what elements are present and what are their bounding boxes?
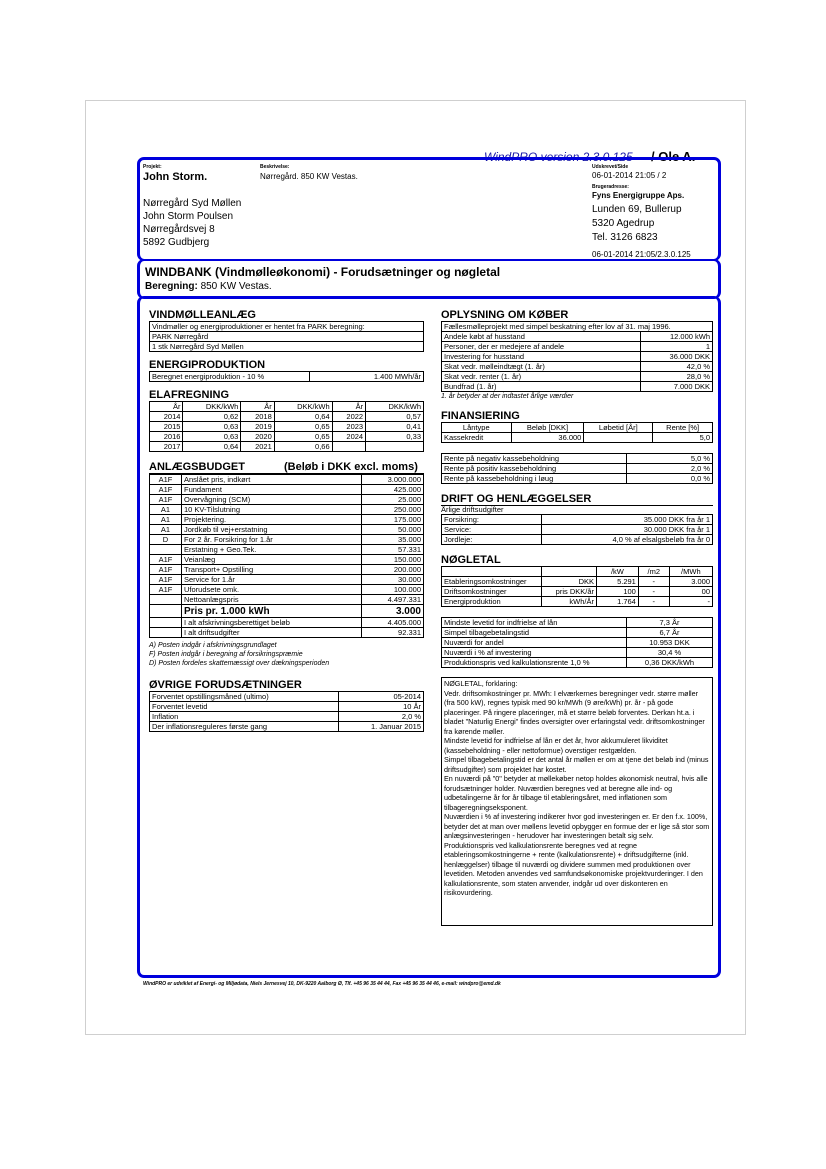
section-nogletal: NØGLETAL <box>441 554 713 567</box>
section-kober: OPLYSNING OM KØBER <box>441 309 713 322</box>
calc-stamp: 06-01-2014 21:05/2.3.0.125 <box>592 250 691 259</box>
table-row: Personer, der er medejere af andele 1 <box>442 342 713 352</box>
table-row: Jordleje: 4,0 % af elsalgsbeløb fra år 0 <box>442 535 713 545</box>
table-row: Bundfrad (1. år) 7.000 DKK <box>442 382 713 392</box>
table-row: Etableringsomkostninger DKK 5.291 - 3.000 <box>442 577 713 587</box>
section-ovrige: ØVRIGE FORUDSÆTNINGER <box>149 679 424 692</box>
nogletal-table: /kW /m2 /MWh Etableringsomkostninger DKK 5.291 - 3.000 Driftsomkostninger pris DKK/år 100 - 00 Energiproduktion kWh/År 1.764 - - <box>441 566 713 607</box>
table-row: Forsikring: 35.000 DKK fra år 1 <box>442 515 713 525</box>
table-row: Mindste levetid for indfrielse af lån 7,3 År <box>442 618 713 628</box>
table-row: Skat vedr. mølleindtægt (1. år) 42,0 % <box>442 362 713 372</box>
table-row: A1 10 KV-Tilslutning 250.000 <box>150 505 424 515</box>
licensed-name: Fyns Energigruppe Aps. <box>592 191 685 200</box>
table-row: Rente på positiv kassebeholdning 2,0 % <box>442 464 713 474</box>
table-row: Energiproduktion kWh/År 1.764 - - <box>442 597 713 607</box>
section-elafregning: ELAFREGNING <box>149 389 424 402</box>
description: Nørregård. 850 KW Vestas. <box>260 172 358 181</box>
table-row: Rente på negativ kassebeholdning 5,0 % <box>442 454 713 464</box>
table-row: Nuværdi i % af investering 30,4 % <box>442 648 713 658</box>
user-label: / Ole A. <box>651 149 696 164</box>
project-label: Projekt: <box>143 164 162 170</box>
table-row: A1 Jordkøb til vej+erstatning 50.000 <box>150 525 424 535</box>
table-row: Skat vedr. renter (1. år) 28,0 % <box>442 372 713 382</box>
table-row: 2014 0,62 2018 0,64 2022 0,57 <box>150 412 424 422</box>
table-row: D For 2 år. Forsikring for 1.år 35.000 <box>150 535 424 545</box>
table-row: Der inflationsreguleres første gang 1. Januar 2015 <box>150 722 424 732</box>
table-row: A1F Veianlæg 150.000 <box>150 555 424 565</box>
project-name: John Storm. <box>143 171 208 183</box>
section-energi: ENERGIPRODUKTION <box>149 359 424 372</box>
table-row: A1F Uforudsete omk. 100.000 <box>150 585 424 595</box>
table-row: Inflation 2,0 % <box>150 712 424 722</box>
energi-table: Beregnet energiproduktion - 10 % 1.400 MWh/år <box>149 371 424 382</box>
licensed-address: Lunden 69, Bullerup 5320 Agedrup Tel. 3126 6823 <box>592 204 682 243</box>
table-row: A1 Projektering. 175.000 <box>150 515 424 525</box>
section-finansiering: FINANSIERING <box>441 410 713 423</box>
table-row: 2016 0,63 2020 0,65 2024 0,33 <box>150 432 424 442</box>
drift-table <box>441 514 713 545</box>
table-row: Forventet levetid 10 År <box>150 702 424 712</box>
drift-sub: Årlige driftsudgifter <box>441 505 504 514</box>
table-row: Produktionspris ved kalkulationsrente 1,0 % 0,36 DKK/kWh <box>442 658 713 668</box>
licensed-label: Brugeradresse: <box>592 184 629 190</box>
nogletal-key-table <box>441 617 713 668</box>
table-row: Driftsomkostninger pris DKK/år 100 - 00 <box>442 587 713 597</box>
ovrige-table <box>149 691 424 732</box>
table-row: Kassekredit 36.000 5,0 <box>442 433 713 443</box>
table-row: Simpel tilbagebetalingstid 6,7 År <box>442 628 713 638</box>
table-row: Service: 30.000 DKK fra år 1 <box>442 525 713 535</box>
finansiering-table: Låntype Beløb [DKK] Løbetid [År] Rente [%] Kassekredit 36.000 5,0 <box>441 422 713 443</box>
table-row: A1F Transport+ Opstilling 200.000 <box>150 565 424 575</box>
table-row: A1F Service for 1.år 30.000 <box>150 575 424 585</box>
rente-table <box>441 453 713 484</box>
nogletal-explanation: NØGLETAL, forklaring: Vedr. driftsomkostninger pr. MWh: I elværkernes beregninger vedr. større møller (fra 500 kW), regnes typisk med 90 kr/MWh (9 øre/kWh) pr. år - på gode placeringer. På ringere placeringer, må et større beløb forventes. Derkan ht.a. i bladet "Naturlig Energi" findes oversigter over erfaringstal vedr. driftsomkostninger fra kørende møller. Mindste levetid for indfrielse af lån er det år, hvor akkumuleret likviditet (kassebeholdning - eller nettoformue) overstiger restgælden. Simpel tilbagebetalingstid er det antal år møllen er om at tjene det beløb ind (minus driftsudgifter) som projektet har kostet. En nuværdi på "0" betyder at møllekøber netop holdes økonomisk neutral, hvis alle forudsætninger holder. Nuværdien beregnes ved at beregne alle ind- og udbetalingerne år for år tilbage til etableringsåret, med inflationen som tilbageregningseksponent. Nuværdien i % af investering indikerer hvor god investeringen er. Er den f.x. 100%, betyder det at man over møllens levetid opbygger en formue der er lige så stor som anlægsinvesteringen - herudover har investeringen betalt sig selv. Produktionspris ved kalkulationsrente beregnes ved at regne etableringsomkostningerne + rente (kalkulationsrente) + driftsudgifterne (inkl. henlæggelser) tilbage til nuværdi og dividere summen med produktionen over levetiden. Metoden anvendes ved samfundsøkonomiske projektvurderinger. I den kalkulationsrente, som staten anvender, indgår ud over diskonteren en risikovurdering. <box>441 677 713 926</box>
table-row: Nuværdi for andel 10.953 DKK <box>442 638 713 648</box>
calc-line: Beregning: 850 KW Vestas. <box>145 281 272 292</box>
section-anlaeg: ANLÆGSBUDGET (Beløb i DKK excl. moms) <box>149 461 424 474</box>
anlaeg-table: A1F Anslået pris, indkørt 3.000.000 A1F Fundament 425.000 A1F Overvågning (SCM) 25.000 A1 10 KV-Tilslutning 250.000 A1 Projektering. 175.000 A1 Jordkøb til vej+erstatning 50.000 D For 2 år. Forsikring for 1.år 35.000 Erstatning + Geo.Tek. 57.331 A1F Veianlæg 150.000 A1F Transport+ Opstilling 200.000 A1F Service for 1.år 30.000 A1F Uforudsete omk. 100.000 Nettoanlægspris 4.497.331 Pris pr. 1.000 kWh 3.000 I alt afskrivningsberettiget beløb 4.405.000 I alt driftsudgifter 92.331 <box>149 474 424 638</box>
program-version: WindPRO version 2.3.0.125 <box>484 150 633 164</box>
table-row: A1F Overvågning (SCM) 25.000 <box>150 495 424 505</box>
footer-text: WindPRO er udviklet af Energi- og Miljødata, Niels Jernesvej 10, DK-9220 Aalborg Ø, Tlf. +45 96 35 44 44, Fax +45 96 35 44 46, e-mail: windpro@emd.dk <box>143 981 501 987</box>
printed-label: Udskrevet/Side <box>592 164 629 170</box>
table-row: Forventet opstillingsmåned (ultimo) 05-2014 <box>150 692 424 702</box>
kober-note: 1. år betyder at der indtastet årlige værdier <box>441 393 574 400</box>
section-vindmolle: VINDMØLLEANLÆG <box>149 309 424 322</box>
table-row: A1F Fundament 425.000 <box>150 485 424 495</box>
table-row: Investering for husstand 36.000 DKK <box>442 352 713 362</box>
table-row: 2015 0,63 2019 0,65 2023 0,41 <box>150 422 424 432</box>
printed-date: 06-01-2014 21:05 / 2 <box>592 171 667 180</box>
client-address: Nørregård Syd Møllen John Storm Poulsen Nørregårdsvej 8 5892 Gudbjerg <box>143 198 242 248</box>
section-drift: DRIFT OG HENLÆGGELSER <box>441 493 713 506</box>
description-label: Beskrivelse: <box>260 164 290 170</box>
vindmolle-table: Vindmøller og energiproduktioner er hentet fra PARK beregning: PARK Nørregård 1 stk Nørregård Syd Møllen <box>149 321 424 352</box>
kober-table: Fællesmølleprojekt med simpel beskatning efter lov af 31. maj 1996. Andele købt af husstand 12.000 kWh Personer, der er medejere af andele 1 Investering for husstand 36.000 DKK Skat vedr. mølleindtægt (1. år) 42,0 % Skat vedr. renter (1. år) 28,0 % Bundfrad (1. år) 7.000 DKK <box>441 321 713 392</box>
page-title: WINDBANK (Vindmølleøkonomi) - Forudsætninger og nøgletal <box>145 265 501 279</box>
table-row: Andele købt af husstand 12.000 kWh <box>442 332 713 342</box>
table-row: Erstatning + Geo.Tek. 57.331 <box>150 545 424 555</box>
table-row: Rente på kassebeholdning i løug 0,0 % <box>442 474 713 484</box>
table-row: 2017 0,64 2021 0,66 <box>150 442 424 452</box>
elafregning-table: År DKK/kWh År DKK/kWh År DKK/kWh 2014 0,62 2018 0,64 2022 0,57 2015 0,63 2019 0,65 2023 0,41 2016 0,63 2020 0,65 2024 0,33 2017 0,64 2021 0,66 <box>149 401 424 452</box>
table-row: A1F Anslået pris, indkørt 3.000.000 <box>150 475 424 485</box>
anlaeg-notes: A) Posten indgår i afskrivningsgrundlaget F) Posten indgår i beregning af forsikringspræmie D) Posten fordeles skattemæssigt over dækningsperioden <box>149 642 330 667</box>
